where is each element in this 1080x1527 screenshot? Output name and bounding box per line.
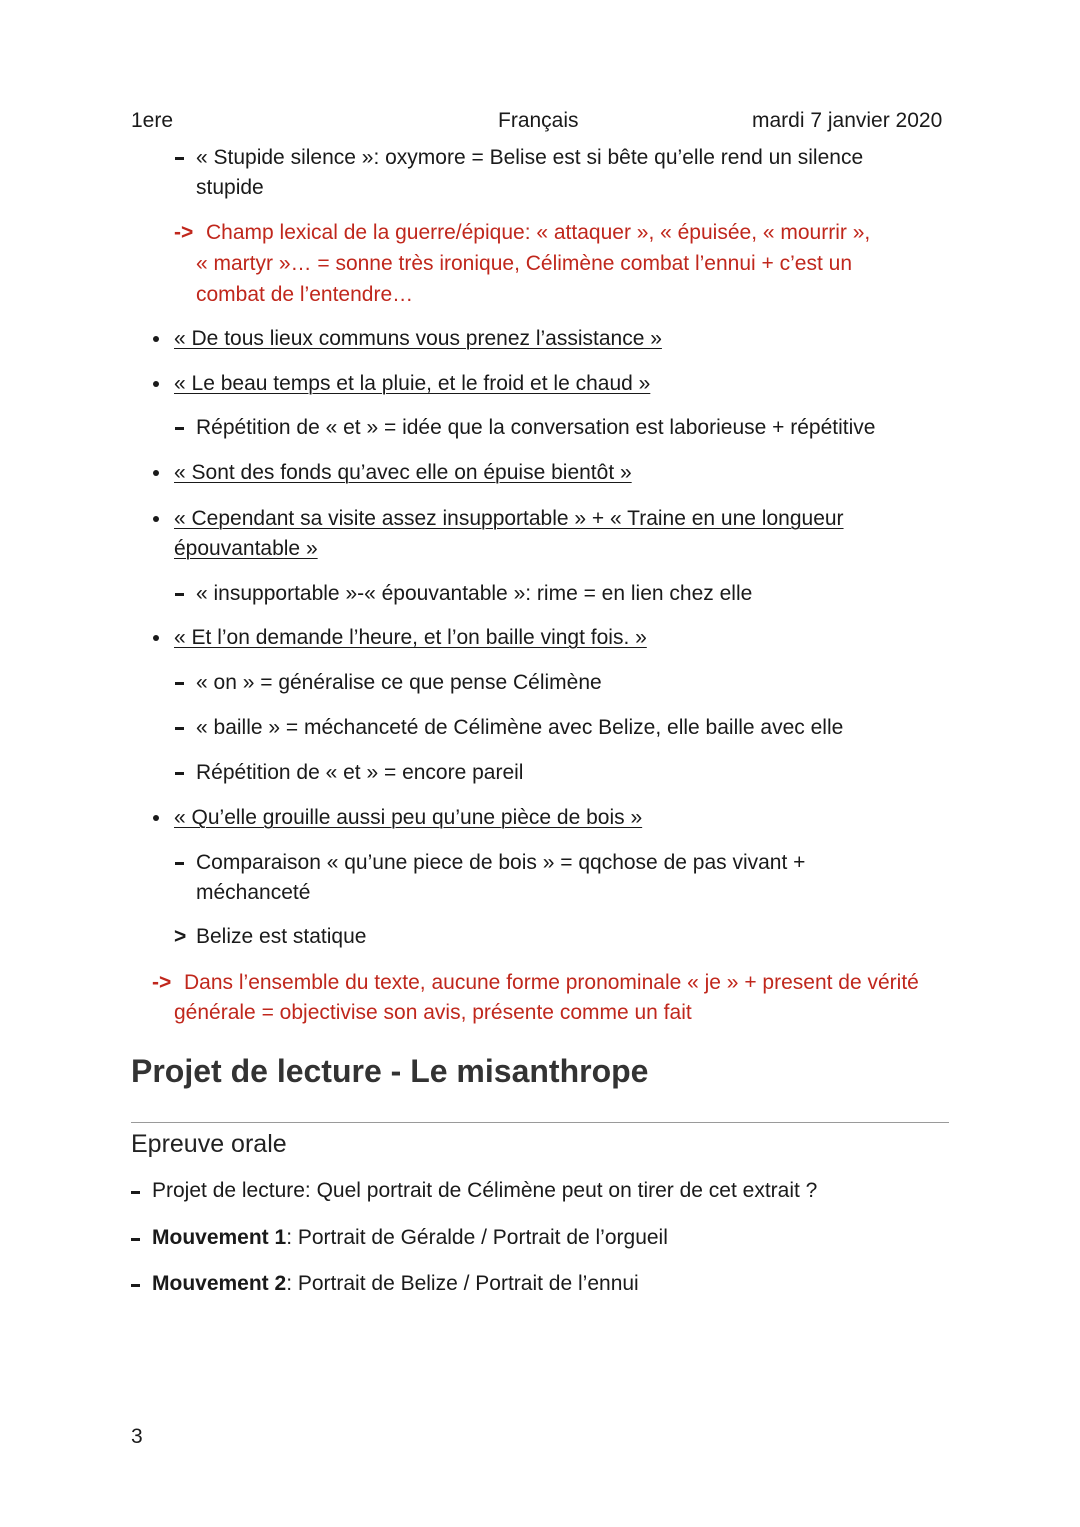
note-line: « insupportable »-« épouvantable »: rime = en lien chez elle: [196, 582, 753, 605]
dash-bullet: [131, 1238, 140, 1241]
dash-bullet: [175, 682, 184, 685]
note-line: « Stupide silence »: oxymore = Belise est si bête qu’elle rend un silence: [196, 146, 864, 169]
quote: « Et l’on demande l’heure, et l’on baille vingt fois. »: [174, 626, 647, 649]
divider: [131, 1122, 949, 1123]
bullet-dot: [153, 635, 159, 641]
dash-bullet: [175, 772, 184, 775]
movement-label: Mouvement 2: [152, 1272, 287, 1295]
dash-bullet: [175, 862, 184, 865]
list-item: Projet de lecture: Quel portrait de Célimène peut on tirer de cet extrait ?: [152, 1179, 818, 1202]
red-note-line: générale = objectivise son avis, présente comme un fait: [174, 1001, 692, 1024]
note-line: méchanceté: [196, 881, 311, 904]
header-center: Français: [498, 109, 579, 132]
movement-description: : Portrait de Géralde / Portrait de l’orgueil: [286, 1226, 668, 1249]
red-note-line: « martyr »… = sonne très ironique, Célimène combat l’ennui + c’est un: [196, 252, 852, 275]
arrow-marker: ->: [174, 221, 194, 244]
note-line: Répétition de « et » = encore pareil: [196, 761, 524, 784]
quote: « Le beau temps et la pluie, et le froid et le chaud »: [174, 372, 651, 395]
bullet-dot: [153, 381, 159, 387]
bullet-dot: [153, 516, 159, 522]
note-line: « baille » = méchanceté de Célimène avec Belize, elle baille avec elle: [196, 716, 844, 739]
dash-bullet: [175, 593, 184, 596]
quote: « Cependant sa visite assez insupportable » + « Traine en une longueur: [174, 507, 844, 530]
note-line: stupide: [196, 176, 264, 199]
red-note-line: combat de l’entendre…: [196, 283, 414, 306]
gt-marker: >: [174, 925, 187, 948]
red-note-line: Champ lexical de la guerre/épique: « attaquer », « épuisée, « mourrir »,: [206, 221, 871, 244]
section-title: Projet de lecture - Le misanthrope: [131, 1053, 649, 1089]
section-subtitle: Epreuve orale: [131, 1130, 287, 1158]
header-left: 1ere: [131, 109, 174, 132]
movement-description: : Portrait de Belize / Portrait de l’ennui: [286, 1272, 639, 1295]
dash-bullet: [131, 1284, 140, 1287]
dash-bullet: [131, 1191, 140, 1194]
quote: épouvantable »: [174, 537, 318, 560]
note-line: Belize est statique: [196, 925, 367, 948]
page-number: 3: [131, 1425, 143, 1448]
bullet-dot: [153, 815, 159, 821]
bullet-dot: [153, 470, 159, 476]
header-right: mardi 7 janvier 2020: [752, 109, 943, 132]
bullet-dot: [153, 336, 159, 342]
quote: « Qu’elle grouille aussi peu qu’une pièce de bois »: [174, 806, 643, 829]
arrow-marker: ->: [152, 971, 172, 994]
note-line: « on » = généralise ce que pense Célimène: [196, 671, 602, 694]
dash-bullet: [175, 427, 184, 430]
list-item: [152, 1223, 668, 1253]
note-line: Répétition de « et » = idée que la conversation est laborieuse + répétitive: [196, 416, 876, 439]
red-note-line: Dans l’ensemble du texte, aucune forme pronominale « je » + present de vérité: [184, 971, 919, 994]
dash-bullet: [175, 157, 184, 160]
quote: « De tous lieux communs vous prenez l’assistance »: [174, 327, 662, 350]
list-item: [152, 1269, 639, 1299]
quote: « Sont des fonds qu’avec elle on épuise bientôt »: [174, 461, 632, 484]
note-line: Comparaison « qu’une piece de bois » = qqchose de pas vivant +: [196, 851, 806, 874]
dash-bullet: [175, 727, 184, 730]
movement-label: Mouvement 1: [152, 1226, 287, 1249]
